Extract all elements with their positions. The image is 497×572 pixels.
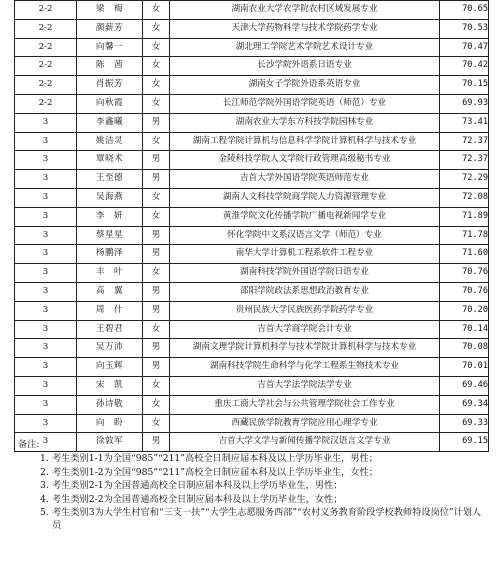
note-number: 5. [40,507,49,519]
note-text: 考生类别2-1为全国普通高校全日制应届本科及以上学历毕业生，男性； [52,480,343,492]
school-major-cell: 南华大学计算机工程系软件工程专业 [170,245,440,264]
score-cell: 70.14 [440,320,489,339]
score-cell: 71.60 [440,245,489,264]
score-cell: 72.29 [440,170,489,189]
table-row [15,38,489,57]
sex-cell: 男 [143,226,170,245]
sex-cell: 女 [143,94,170,113]
notes-list [18,452,488,532]
score-cell: 70.65 [440,1,489,20]
table-row [15,188,489,207]
category-cell: 3 [15,395,77,414]
school-major-cell: 西藏民族学院教育学院应用心理学专业 [170,414,440,433]
score-cell: 70.47 [440,38,489,57]
category-cell: 3 [15,132,77,151]
category-cell: 3 [15,151,77,170]
school-major-cell: 湖南工程学院计算机与信息科学学院计算机科学与技术专业 [170,132,440,151]
school-major-cell: 怀化学院中文系汉语言文学（师范）专业 [170,226,440,245]
category-cell: 3 [15,282,77,301]
category-cell: 3 [15,207,77,226]
sex-cell: 男 [143,282,170,301]
score-cell: 70.15 [440,76,489,95]
name-cell: 向馨一 [77,38,143,57]
name-cell: 梁 梅 [77,1,143,20]
note-item [18,452,488,465]
name-cell: 肖振芳 [77,76,143,95]
name-cell: 颜薪芳 [77,19,143,38]
table-row [15,301,489,320]
table-row [15,376,489,395]
table-row [15,282,489,301]
name-cell: 丰 叶 [77,264,143,283]
school-major-cell: 黄淮学院文化传播学院广播电视新闻学专业 [170,207,440,226]
name-cell: 向秋霞 [77,94,143,113]
category-cell: 3 [15,414,77,433]
score-cell: 71.89 [440,207,489,226]
name-cell: 覃晓术 [77,151,143,170]
table-row [15,113,489,132]
sex-cell: 男 [143,151,170,170]
name-cell: 王至德 [77,170,143,189]
sex-cell: 女 [143,19,170,38]
table-row [15,414,489,433]
name-cell: 周 什 [77,301,143,320]
sex-cell: 女 [143,38,170,57]
table-row [15,226,489,245]
table-row [15,76,489,95]
table-row [15,132,489,151]
table-row [15,151,489,170]
school-major-cell: 湖南科技学院生命科学与化学工程系生物技术专业 [170,358,440,377]
name-cell: 吴海燕 [77,188,143,207]
name-cell: 孙诗敬 [77,395,143,414]
sex-cell: 女 [143,76,170,95]
sex-cell: 女 [143,188,170,207]
category-cell: 3 [15,226,77,245]
table-row [15,264,489,283]
score-cell: 70.42 [440,57,489,76]
note-item [18,479,488,492]
sex-cell: 男 [143,170,170,189]
table-row [15,57,489,76]
category-cell: 2-2 [15,19,77,38]
name-cell: 吴万沛 [77,339,143,358]
school-major-cell: 湖南农业大学农学院农村区域发展专业 [170,1,440,20]
sex-cell: 男 [143,113,170,132]
sex-cell: 男 [143,301,170,320]
note-number: 4. [40,493,49,505]
school-major-cell: 吉首大学文学与新闻传播学院汉语言文学专业 [170,433,440,452]
table-row [15,358,489,377]
name-cell: 王碧君 [77,320,143,339]
sex-cell: 男 [143,358,170,377]
school-major-cell: 吉首大学外国语学院英语师范专业 [170,170,440,189]
school-major-cell: 贵州民族大学民族医药学院药学专业 [170,301,440,320]
school-major-cell: 长沙学院外语系日语专业 [170,57,440,76]
note-number: 1. [40,453,49,465]
notes-title: 备注: [18,439,40,450]
score-cell: 69.93 [440,94,489,113]
school-major-cell: 天津大学药物科学与技术学院药学专业 [170,19,440,38]
school-major-cell: 湖南科技学院外国语学院日语专业 [170,264,440,283]
note-item [18,493,488,506]
name-cell: 徐敦军 [77,433,143,452]
name-cell: 杨鹏泽 [77,245,143,264]
score-cell: 69.46 [440,376,489,395]
table-row [15,207,489,226]
note-text: 考生类别3为大学生村官和“三支一扶”“大学生志愿服务西部”“农村义务教育阶段学校教师特设岗位”计划人员 [52,507,482,532]
sex-cell: 男 [143,433,170,452]
table-row [15,395,489,414]
category-cell: 2-2 [15,94,77,113]
sex-cell: 女 [143,132,170,151]
note-item [18,466,488,479]
category-cell: 3 [15,301,77,320]
name-cell: 向 盼 [77,414,143,433]
table-row [15,94,489,113]
score-cell: 70.76 [440,264,489,283]
score-cell: 70.53 [440,19,489,38]
score-cell: 70.08 [440,339,489,358]
score-cell: 69.34 [440,395,489,414]
category-cell: 3 [15,188,77,207]
category-cell: 3 [15,113,77,132]
name-cell: 高 翼 [77,282,143,301]
sex-cell: 女 [143,395,170,414]
sex-cell: 女 [143,320,170,339]
candidate-score-table [14,0,489,452]
sex-cell: 女 [143,1,170,20]
category-cell: 2-2 [15,76,77,95]
school-major-cell: 湖南农业大学东方科技学院园林专业 [170,113,440,132]
category-cell: 3 [15,376,77,395]
sex-cell: 女 [143,207,170,226]
score-cell: 72.37 [440,132,489,151]
sex-cell: 女 [143,264,170,283]
table-row [15,339,489,358]
note-text: 考生类别1-2为全国“985”“211”高校全日制应届本科及以上学历毕业生，女性； [52,466,378,478]
table-row [15,320,489,339]
category-cell: 3 [15,170,77,189]
table-row [15,1,489,20]
score-cell: 72.37 [440,151,489,170]
score-cell: 70.76 [440,282,489,301]
school-major-cell: 湖南文理学院计算机科学与技术学院计算机科学与技术专业 [170,339,440,358]
note-number: 3. [40,480,49,492]
table-row [15,245,489,264]
name-cell: 陈 茜 [77,57,143,76]
note-text: 考生类别1-1为全国“985”“211”高校全日制应届本科及以上学历毕业生，男性； [52,453,378,465]
category-cell: 3 [15,320,77,339]
name-cell: 宋 凯 [77,376,143,395]
school-major-cell: 邵阳学院政法系思想政治教育专业 [170,282,440,301]
note-item [18,506,488,533]
score-cell: 69.33 [440,414,489,433]
note-text: 考生类别2-2为全国普通高校全日制应届本科及以上学历毕业生，女性； [52,493,343,505]
category-cell: 3 [15,264,77,283]
score-cell: 70.20 [440,301,489,320]
name-cell: 李 妍 [77,207,143,226]
school-major-cell: 湖南女子学院外语系英语专业 [170,76,440,95]
score-cell: 73.41 [440,113,489,132]
sex-cell: 男 [143,245,170,264]
school-major-cell: 吉首大学商学院会计专业 [170,320,440,339]
name-cell: 李鑫曦 [77,113,143,132]
category-cell: 2-2 [15,38,77,57]
sex-cell: 男 [143,339,170,358]
sex-cell: 女 [143,376,170,395]
name-cell: 蔡星星 [77,226,143,245]
score-cell: 72.08 [440,188,489,207]
category-cell: 3 [15,245,77,264]
sex-cell: 女 [143,414,170,433]
name-cell: 姚洁灵 [77,132,143,151]
category-cell: 3 [15,358,77,377]
score-cell: 71.78 [440,226,489,245]
category-cell: 3 [15,339,77,358]
school-major-cell: 重庆工商大学社会与公共管理学院社会工作专业 [170,395,440,414]
school-major-cell: 湖北理工学院艺术学院艺术设计专业 [170,38,440,57]
school-major-cell: 长江师范学院外国语学院英语（师范）专业 [170,94,440,113]
school-major-cell: 吉首大学法学院法学专业 [170,376,440,395]
category-cell: 2-2 [15,1,77,20]
table-body [15,1,489,452]
table-row [15,170,489,189]
name-cell: 向玉辉 [77,358,143,377]
school-major-cell: 金陵科技学院人文学院行政管理高级秘书专业 [170,151,440,170]
score-cell: 69.15 [440,433,489,452]
school-major-cell: 湖南人文科技学院商学院人力资源管理专业 [170,188,440,207]
sex-cell: 女 [143,57,170,76]
score-cell: 70.01 [440,358,489,377]
notes-section [18,438,488,533]
category-cell: 2-2 [15,57,77,76]
note-number: 2. [40,466,49,478]
category-cell: 3 [15,433,77,452]
table-row [15,19,489,38]
